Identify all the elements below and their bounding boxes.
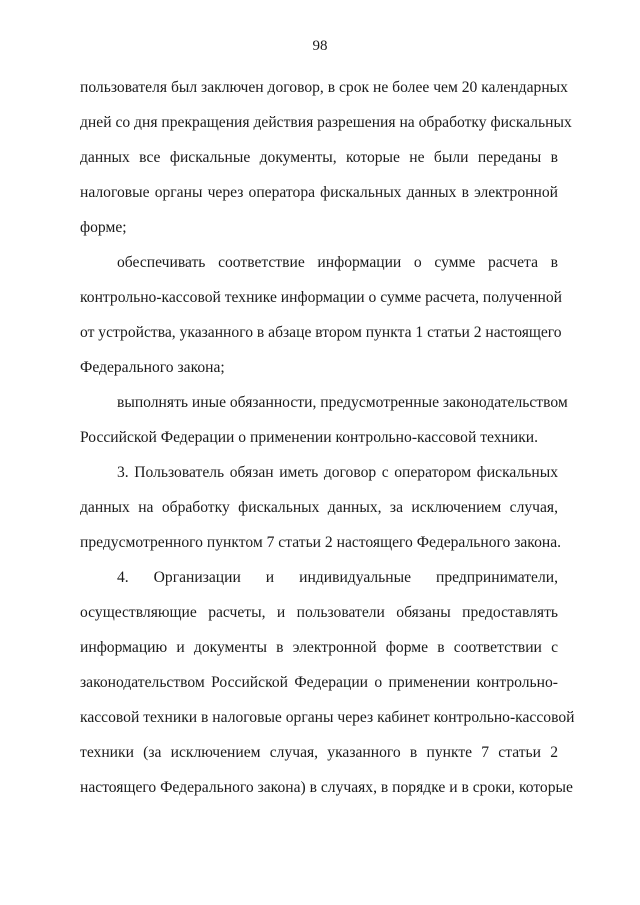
text-line: техники (за исключением случая, указанного в пункте 7 статьи 2 (80, 744, 558, 761)
text-line: обеспечивать соответствие информации о сумме расчета в (117, 254, 558, 271)
text-line: Федерального закона; (80, 359, 225, 376)
text-line: выполнять иные обязанности, предусмотренные законодательством (117, 394, 568, 411)
text-line: форме; (80, 219, 127, 236)
text-line: Российской Федерации о применении контрольно-кассовой техники. (80, 429, 539, 446)
text-line: контрольно-кассовой технике информации о сумме расчета, полученной (80, 289, 563, 306)
text-line: пользователя был заключен договор, в срок не более чем 20 календарных (80, 79, 568, 96)
page-number: 98 (312, 38, 328, 54)
text-line: законодательством Российской Федерации о применении контрольно- (80, 674, 558, 691)
text-line: данных все фискальные документы, которые не были переданы в (80, 149, 558, 166)
text-line: 3. Пользователь обязан иметь договор с оператором фискальных (117, 464, 558, 481)
text-line: от устройства, указанного в абзаце втором пункта 1 статьи 2 настоящего (80, 324, 562, 341)
text-line: дней со дня прекращения действия разрешения на обработку фискальных (80, 114, 572, 131)
text-line: 4. Организации и индивидуальные предприниматели, (117, 569, 558, 586)
text-line: предусмотренного пунктом 7 статьи 2 настоящего Федерального закона. (80, 534, 562, 551)
text-line: осуществляющие расчеты, и пользователи обязаны предоставлять (80, 604, 558, 621)
text-line: информацию и документы в электронной форме в соответствии с (80, 639, 558, 656)
text-line: налоговые органы через оператора фискальных данных в электронной (80, 184, 558, 201)
text-line: настоящего Федерального закона) в случаях, в порядке и в сроки, которые (80, 779, 573, 796)
text-line: кассовой техники в налоговые органы через кабинет контрольно-кассовой (80, 709, 575, 726)
text-line: данных на обработку фискальных данных, за исключением случая, (80, 499, 558, 516)
